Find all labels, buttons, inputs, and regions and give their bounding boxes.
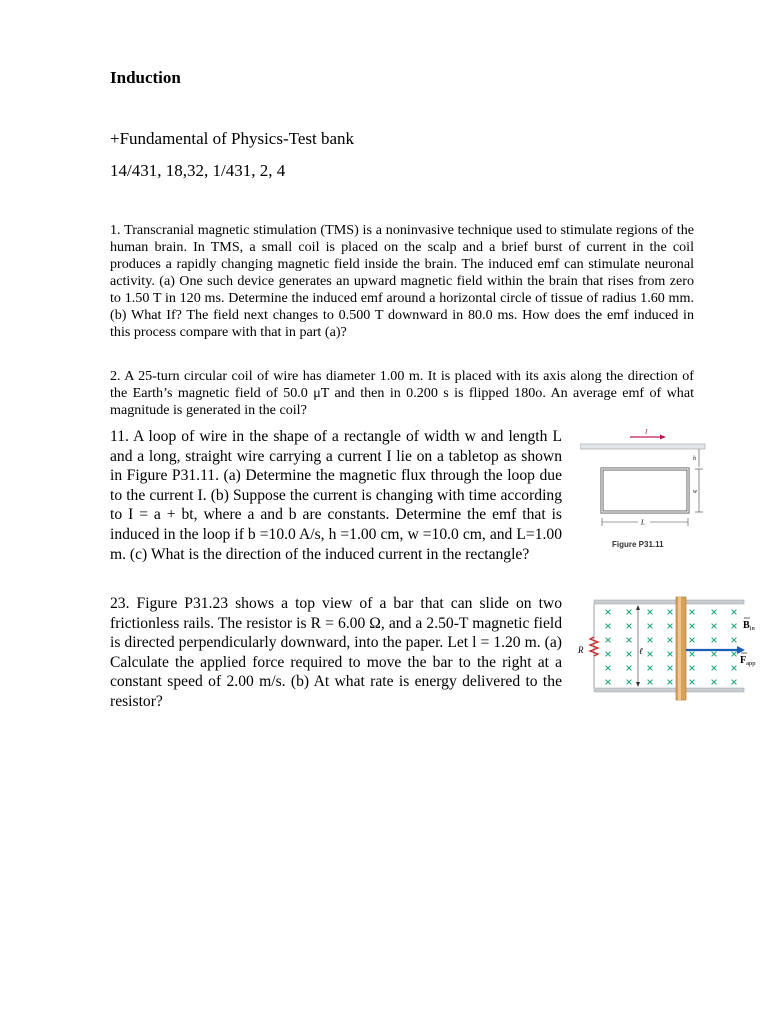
field-cross [648, 666, 653, 671]
field-cross [627, 638, 632, 643]
field-cross [690, 624, 695, 629]
problem-23-text: 23. Figure P31.23 shows a top view of a bar that can slide on two frictionless rails. The resistor is R = 6.00 Ω, and a 2.50-T magnetic field is directed perpendicularly downward, into the paper. Let l = 1.20 m. (a) Calculate the applied force required to move the bar to the right at a constant speed of 2.00 m/s. (b) At what rate is energy delivered to the resistor? [110, 595, 562, 710]
field-cross [732, 610, 737, 615]
field-cross [690, 610, 695, 615]
field-cross [712, 680, 717, 685]
field-cross [668, 610, 673, 615]
field-cross [712, 638, 717, 643]
field-cross [690, 638, 695, 643]
field-cross [648, 610, 653, 615]
field-cross [668, 624, 673, 629]
field-cross [668, 680, 673, 685]
field-cross [648, 652, 653, 657]
resistor [590, 637, 598, 656]
figure-p31-11 [580, 425, 710, 555]
current-arrowhead [660, 435, 666, 440]
field-cross [732, 638, 737, 643]
current-label: I [645, 428, 648, 436]
field-cross [732, 680, 737, 685]
field-cross [712, 624, 717, 629]
bottom-rail [594, 688, 744, 692]
figure-caption: Figure P31.11 [612, 540, 664, 549]
field-cross [606, 638, 611, 643]
field-cross [627, 624, 632, 629]
field-label: $B_{in}$ [743, 620, 755, 632]
w-label: w [693, 489, 698, 495]
h-label: h [693, 456, 696, 462]
problem-2-text: 2. A 25-turn circular coil of wire has diameter 1.00 m. It is placed with its axis along the direction of the Earth’s magnetic field of 50.0 μT and then in 0.200 s is flipped 180o. An average emf of what magnitude is generated in the coil? [110, 368, 694, 418]
length-label: ℓ [639, 646, 643, 656]
resistor-label: R [578, 645, 584, 655]
field-cross [732, 624, 737, 629]
field-cross [627, 652, 632, 657]
field-cross [606, 610, 611, 615]
problem-numbers: 14/431, 18,32, 1/431, 2, 4 [110, 161, 286, 180]
field-cross [668, 666, 673, 671]
field-cross [627, 680, 632, 685]
source-line: +Fundamental of Physics-Test bank [110, 129, 355, 148]
top-rail [594, 600, 744, 604]
field-cross [712, 610, 717, 615]
field-cross [668, 652, 673, 657]
field-cross [732, 652, 737, 657]
field-cross [606, 666, 611, 671]
field-cross [690, 666, 695, 671]
field-cross [712, 652, 717, 657]
field-cross [712, 666, 717, 671]
field-cross [690, 680, 695, 685]
page-title: Induction [110, 68, 181, 87]
straight-wire [580, 444, 705, 449]
L-label: L [641, 518, 645, 527]
field-cross [648, 638, 653, 643]
field-cross [648, 680, 653, 685]
field-cross [627, 610, 632, 615]
field-cross [690, 652, 695, 657]
field-cross [606, 624, 611, 629]
field-cross [668, 638, 673, 643]
figure-p31-23 [574, 595, 768, 705]
problem-1-text: 1. Transcranial magnetic stimulation (TMS) is a noninvasive technique used to stimulate regions of the human brain. In TMS, a small coil is placed on the scalp and a brief burst of current in the coil produces a rapidly changing magnetic field inside the brain. The induced emf can stimulate neuronal activity. (a) One such device generates an upward magnetic field within the brain that rises from zero to 1.50 T in 120 ms. Determine the induced emf around a horizontal circle of tissue of radius 1.60 mm. (b) What If? The field next changes to 0.500 T downward in 80.0 ms. How does the emf induced in this process compare with that in part (a)? [110, 222, 694, 340]
field-cross [627, 666, 632, 671]
field-cross [648, 624, 653, 629]
field-cross [606, 652, 611, 657]
field-cross [606, 680, 611, 685]
problem-11-text: 11. A loop of wire in the shape of a rectangle of width w and length L and a long, straight wire carrying a current I lie on a tabletop as shown in Figure P31.11. (a) Determine the magnetic flux through the loop due to the current I. (b) Suppose the current is changing with time according to I = a + bt, where a and b are constants. Determine the emf that is induced in the loop if b =10.0 A/s, h =1.00 cm, w =10.0 cm, and L=1.00 m. (c) What is the direction of the induced current in the rectangle? [110, 428, 562, 563]
force-label: $F_{app}$ [740, 655, 756, 667]
field-cross [732, 666, 737, 671]
rectangular-loop [602, 469, 688, 512]
field-crosses [606, 610, 737, 685]
